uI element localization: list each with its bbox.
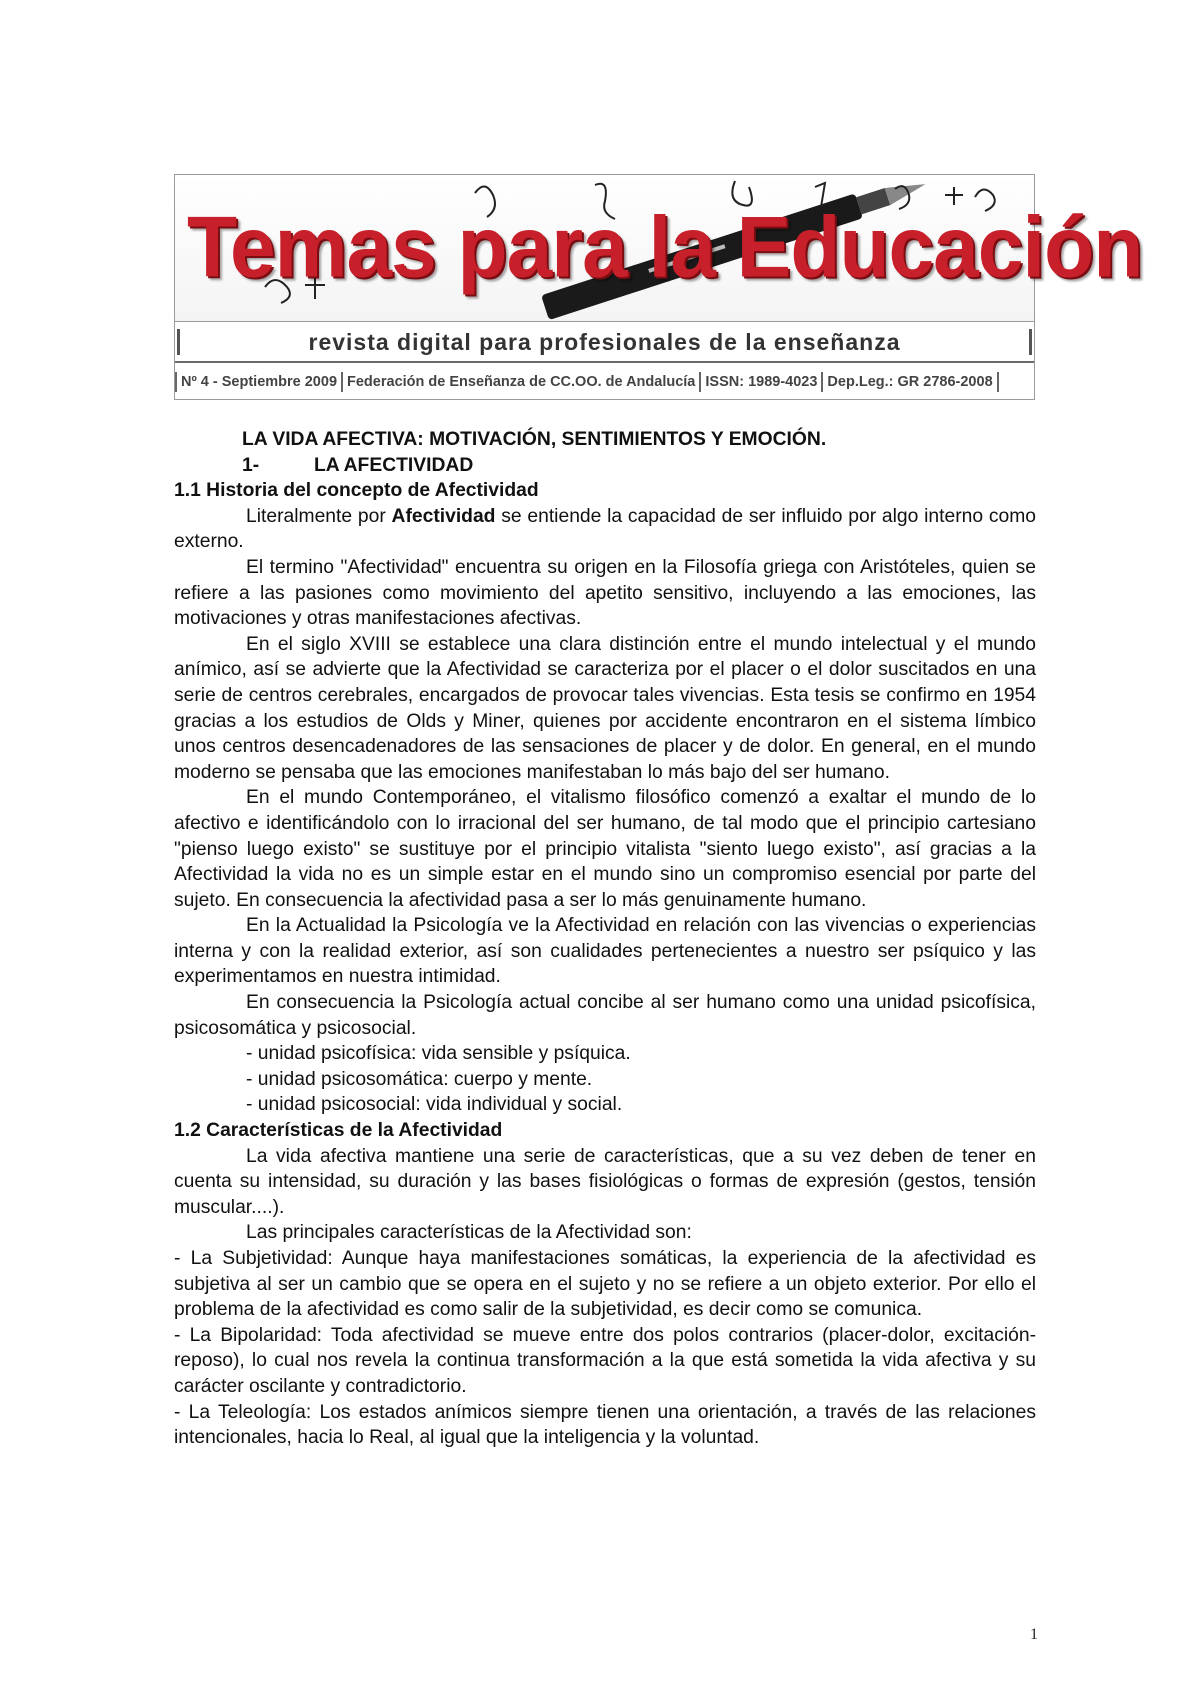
issue-number: Nº 4 - Septiembre 2009 <box>175 372 341 392</box>
paragraph: En la Actualidad la Psicología ve la Afectividad en relación con las vivencias o experiencias interna y con la realidad exterior, así son cualidades pertenecientes a nuestro ser psíquico y las experimentamos en nuestra intimidad. <box>174 915 1036 988</box>
list-item: - unidad psicosocial: vida individual y social. <box>246 1094 623 1116</box>
masthead-infobar <box>175 367 1034 397</box>
page-number: 1 <box>1030 1626 1038 1643</box>
paragraph: El termino "Afectividad" encuentra su origen en la Filosofía griega con Aristóteles, quien se refiere a las pasiones como movimiento del apetito sensitivo, incluyendo a las emociones, las motivaciones y otras manifestaciones afectivas. <box>174 556 1036 630</box>
tagline-text: revista digital para profesionales de la enseñanza <box>308 329 901 355</box>
legal-deposit: Dep.Leg.: GR 2786-2008 <box>821 372 998 392</box>
subsection-heading: 1.2 Características de la Afectividad <box>174 1120 503 1142</box>
paragraph: Las principales características de la Afectividad son: <box>246 1222 692 1244</box>
list-item: - unidad psicofísica: vida sensible y psíquica. <box>246 1043 631 1065</box>
paragraph-text: se entiende la capacidad de ser influido por algo interno como externo. <box>174 505 1036 553</box>
paragraph: - La Bipolaridad: Toda afectividad se mueve entre dos polos contrarios (placer-dolor, excitación-reposo), lo cual nos revela la continua transformación a la que está sometida la vida afectiva y su carácter oscilante y contradictorio. <box>174 1324 1036 1397</box>
paragraph: En consecuencia la Psicología actual concibe al ser humano como una unidad psicofísica, psicosomática y psicosocial. <box>174 992 1036 1039</box>
section-label: LA AFECTIVIDAD <box>314 454 474 476</box>
issn: ISSN: 1989-4023 <box>699 372 821 392</box>
subsection-heading: 1.1 Historia del concepto de Afectividad <box>174 480 539 502</box>
masthead <box>174 174 1143 400</box>
list-item: - unidad psicosomática: cuerpo y mente. <box>246 1068 593 1090</box>
article-body <box>174 427 1036 1451</box>
paragraph: En el mundo Contemporáneo, el vitalismo filosófico comenzó a exaltar el mundo de lo afectivo e identificándolo con lo irracional del ser humano, de tal modo que el principio cartesiano "pienso luego existo" se sustituye por el principio vitalista "siento luego existo", así gracias a la Afectividad la vida no es un simple estar en el mundo sino un compromiso esencial por parte del sujeto. En consecuencia la afectividad pasa a ser lo más genuinamente humano. <box>174 787 1036 911</box>
bold-term: Afectividad <box>391 505 496 527</box>
paragraph: - La Subjetividad: Aunque haya manifestaciones somáticas, la experiencia de la afectividad es subjetiva al ser un cambio que se opera en el sujeto y no se refiere a un objeto exterior. Por ello el problema de la afectividad es como salir de la subjetividad, es decir como se comunica. <box>174 1248 1036 1321</box>
publisher: Federación de Enseñanza de CC.OO. de Andalucía <box>341 372 699 392</box>
masthead-title: Temas para la Educación <box>187 199 1143 296</box>
tagline-right-bar <box>1029 329 1032 355</box>
paragraph: En el siglo XVIII se establece una clara distinción entre el mundo intelectual y el mundo anímico, así se advierte que la Afectividad se caracteriza por el placer o el dolor suscitados en una serie de centros cerebrales, encargados de provocar tales vivencias. Esta tesis se confirmo en 1954 gracias a los estudios de Olds y Miner, quienes por accidente encontraron en el sistema límbico unos centros desencadenadores de las sensaciones de placer y de dolor. En general, en el mundo moderno se pensaba que las emociones manifestaban lo más bajo del ser humano. <box>174 633 1036 783</box>
masthead-banner <box>175 175 1143 322</box>
section-heading <box>174 453 1036 479</box>
paragraph: La vida afectiva mantiene una serie de características, que a su vez deben de tener en cuenta su intensidad, su duración y las bases fisiológicas o formas de expresión (gestos, tensión muscular....). <box>174 1145 1036 1218</box>
masthead-tagline <box>175 321 1034 363</box>
paragraph-text: Literalmente por <box>246 505 392 527</box>
section-number: 1- <box>242 454 260 476</box>
document-title: LA VIDA AFECTIVA: MOTIVACIÓN, SENTIMIENTOS Y EMOCIÓN. <box>242 429 827 450</box>
paragraph: - La Teleología: Los estados anímicos siempre tienen una orientación, a través de las relaciones intencionales, hacia lo Real, al igual que la inteligencia y la voluntad. <box>174 1401 1036 1449</box>
paragraph <box>174 504 1036 555</box>
